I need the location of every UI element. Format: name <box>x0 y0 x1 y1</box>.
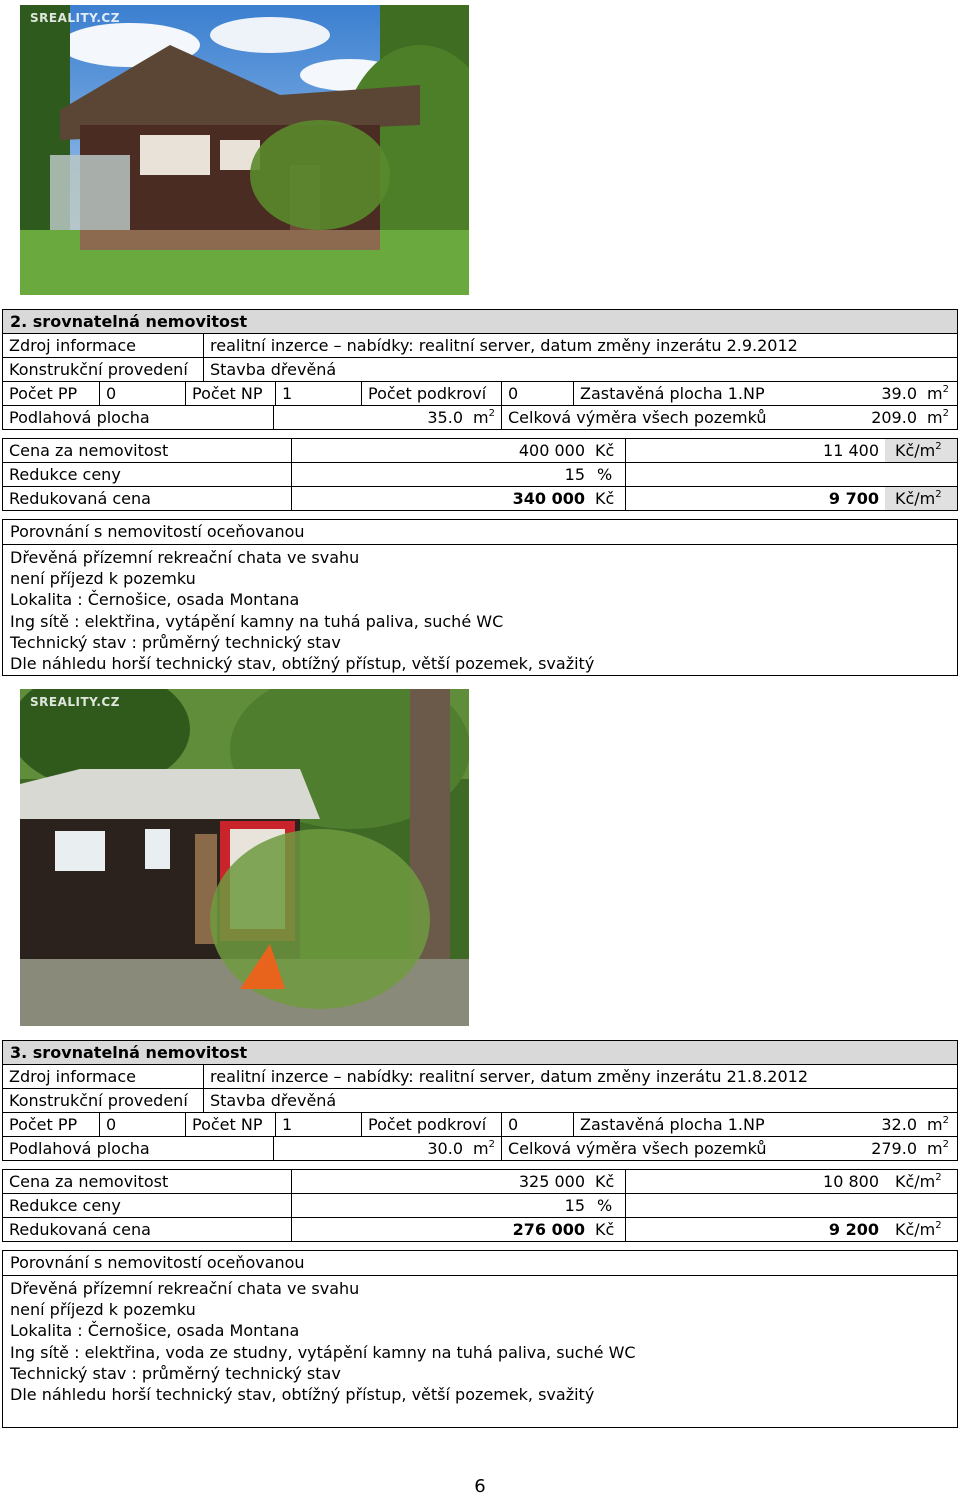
p3-total-land-value: 279.0 <box>871 1139 917 1158</box>
p2-np-value: 1 <box>275 382 361 405</box>
p3-reduced-per-m2-unit: $Kč/m^2$ <box>895 1219 942 1239</box>
p2-built-area-unit: $m^2$ <box>927 383 949 403</box>
p3-source-label: Zdroj informace <box>9 1067 136 1086</box>
p3-construction-value: Stavba dřevěná <box>203 1089 957 1112</box>
p2-title: 2. srovnatelná nemovitost <box>10 312 248 331</box>
p3-total-land-label: Celková výměra všech pozemků <box>501 1137 801 1160</box>
watermark: SREALITY.CZ <box>30 695 120 709</box>
p2-reduced-per-m2: 9 700 <box>625 487 885 510</box>
p2-reduction-blank <box>625 463 957 486</box>
p3-area-row <box>2 1136 958 1161</box>
property-photo-top <box>20 5 469 295</box>
p3-price-per-m2-unit: $Kč/m^2$ <box>895 1171 942 1191</box>
p2-floor-area-value: 35.0 <box>273 406 469 429</box>
p2-comparison-line: Ing sítě : elektřina, vytápění kamny na tuhá paliva, suché WC <box>10 611 504 631</box>
p3-price-row <box>2 1169 958 1193</box>
p2-price-per-m2-unit: $Kč/m^2$ <box>885 439 957 462</box>
p3-comparison-line: Ing sítě : elektřina, voda ze studny, vytápění kamny na tuhá paliva, suché WC <box>10 1342 636 1362</box>
p2-comparison-box <box>2 519 958 676</box>
p3-built-area-value: 32.0 <box>881 1115 917 1134</box>
p3-title-row <box>2 1040 958 1064</box>
p3-title: 3. srovnatelná nemovitost <box>10 1043 248 1062</box>
p2-reduced-row <box>2 486 958 511</box>
p2-price-value: 400 000 <box>291 439 591 462</box>
p3-comparison-line: Lokalita : Černošice, osada Montana <box>10 1321 300 1341</box>
p3-comparison-box <box>2 1250 958 1428</box>
p2-price-unit: Kč <box>595 441 615 460</box>
p3-comparison-line: Technický stav : průměrný technický stav <box>10 1363 341 1383</box>
p3-floor-area-value: 30.0 <box>273 1137 469 1160</box>
p3-construction-row <box>2 1088 958 1112</box>
p3-reduction-label: Redukce ceny <box>9 1196 121 1215</box>
p3-reduced-value: 276 000 <box>291 1218 591 1241</box>
p2-total-land-unit: $m^2$ <box>927 407 949 427</box>
p3-reduction-value: 15 <box>291 1194 591 1217</box>
p3-np-label: Počet NP <box>185 1113 275 1136</box>
p2-construction-row <box>2 357 958 381</box>
p2-comparison-line: Lokalita : Černošice, osada Montana <box>10 590 300 610</box>
p3-comparison-line: Dle náhledu horší technický stav, obtížný přístup, větší pozemek, svažitý <box>10 1385 595 1405</box>
p3-source-value: realitní inzerce – nabídky: realitní server, datum změny inzerátu 21.8.2012 <box>203 1065 957 1088</box>
p2-comparison-line: Dle náhledu horší technický stav, obtížný přístup, větší pozemek, svažitý <box>10 654 595 674</box>
p2-source-label: Zdroj informace <box>9 336 136 355</box>
p3-reduced-unit: Kč <box>595 1220 615 1239</box>
p2-reduction-label: Redukce ceny <box>9 465 121 484</box>
p2-pp-value: 0 <box>99 382 185 405</box>
p2-comparison-line: Dřevěná přízemní rekreační chata ve svahu <box>10 548 360 567</box>
p2-reduced-unit: Kč <box>595 489 615 508</box>
p3-np-value: 1 <box>275 1113 361 1136</box>
cottage-photo-1 <box>20 5 469 295</box>
p3-total-land-unit: $m^2$ <box>927 1138 949 1158</box>
p3-comparison-title: Porovnání s nemovitostí oceňovanou <box>3 1251 957 1276</box>
p2-title-row <box>2 309 958 333</box>
p3-attic-value: 0 <box>501 1113 573 1136</box>
p3-pp-value: 0 <box>99 1113 185 1136</box>
p2-construction-label: Konstrukční provedení <box>9 360 188 379</box>
p2-reduced-label: Redukovaná cena <box>9 489 151 508</box>
p3-reduced-label: Redukovaná cena <box>9 1220 151 1239</box>
p3-comparison-line: není příjezd k pozemku <box>10 1300 196 1320</box>
p3-price-unit: Kč <box>595 1172 615 1191</box>
p2-price-row <box>2 438 958 462</box>
p3-pp-label: Počet PP <box>9 1115 78 1134</box>
p2-total-land-value: 209.0 <box>871 408 917 427</box>
p2-reduced-per-m2-unit: $Kč/m^2$ <box>885 487 957 510</box>
p2-built-area-label: Zastavěná plocha 1.NP <box>573 382 773 405</box>
p3-reduced-per-m2: 9 200 <box>625 1218 885 1241</box>
p3-construction-label: Konstrukční provedení <box>9 1091 188 1110</box>
p2-price-label: Cena za nemovitost <box>9 441 169 460</box>
property-photo-middle <box>20 689 469 1026</box>
p2-attic-value: 0 <box>501 382 573 405</box>
p2-source-row <box>2 333 958 357</box>
p3-comparison-line: Dřevěná přízemní rekreační chata ve svahu <box>10 1279 360 1298</box>
p2-attic-label: Počet podkroví <box>361 382 501 405</box>
cottage-photo-2 <box>20 689 469 1026</box>
p3-reduction-unit: % <box>597 1196 613 1215</box>
page-number: 6 <box>474 1476 486 1497</box>
p3-price-label: Cena za nemovitost <box>9 1172 169 1191</box>
p3-source-row <box>2 1064 958 1088</box>
p2-construction-value: Stavba dřevěná <box>203 358 957 381</box>
p2-pp-label: Počet PP <box>9 384 78 403</box>
p2-floor-area-unit: $m^2$ <box>473 407 495 427</box>
p3-built-area-unit: $m^2$ <box>927 1114 949 1134</box>
p3-reduced-row <box>2 1217 958 1242</box>
p2-reduction-row <box>2 462 958 486</box>
p3-reduction-row <box>2 1193 958 1217</box>
p3-counts-row <box>2 1112 958 1136</box>
p2-np-label: Počet NP <box>185 382 275 405</box>
p3-floor-area-label: Podlahová plocha <box>9 1139 150 1158</box>
p2-price-per-m2: 11 400 <box>625 439 885 462</box>
p2-counts-row <box>2 381 958 405</box>
p3-price-value: 325 000 <box>291 1170 591 1193</box>
p2-floor-area-label: Podlahová plocha <box>9 408 150 427</box>
p3-attic-label: Počet podkroví <box>361 1113 501 1136</box>
p2-area-row <box>2 405 958 430</box>
p3-price-per-m2: 10 800 <box>625 1170 885 1193</box>
p2-source-value: realitní inzerce – nabídky: realitní server, datum změny inzerátu 2.9.2012 <box>203 334 957 357</box>
p2-comparison-line: není příjezd k pozemku <box>10 569 196 589</box>
p2-reduced-value: 340 000 <box>291 487 591 510</box>
p2-reduction-value: 15 <box>291 463 591 486</box>
watermark: SREALITY.CZ <box>30 11 120 25</box>
p3-floor-area-unit: $m^2$ <box>473 1138 495 1158</box>
p3-built-area-label: Zastavěná plocha 1.NP <box>573 1113 773 1136</box>
p2-comparison-title: Porovnání s nemovitostí oceňovanou <box>3 520 957 545</box>
p2-total-land-label: Celková výměra všech pozemků <box>501 406 801 429</box>
p3-reduction-blank <box>625 1194 957 1217</box>
p2-comparison-line: Technický stav : průměrný technický stav <box>10 632 341 652</box>
p2-built-area-value: 39.0 <box>881 384 917 403</box>
p2-reduction-unit: % <box>597 465 613 484</box>
